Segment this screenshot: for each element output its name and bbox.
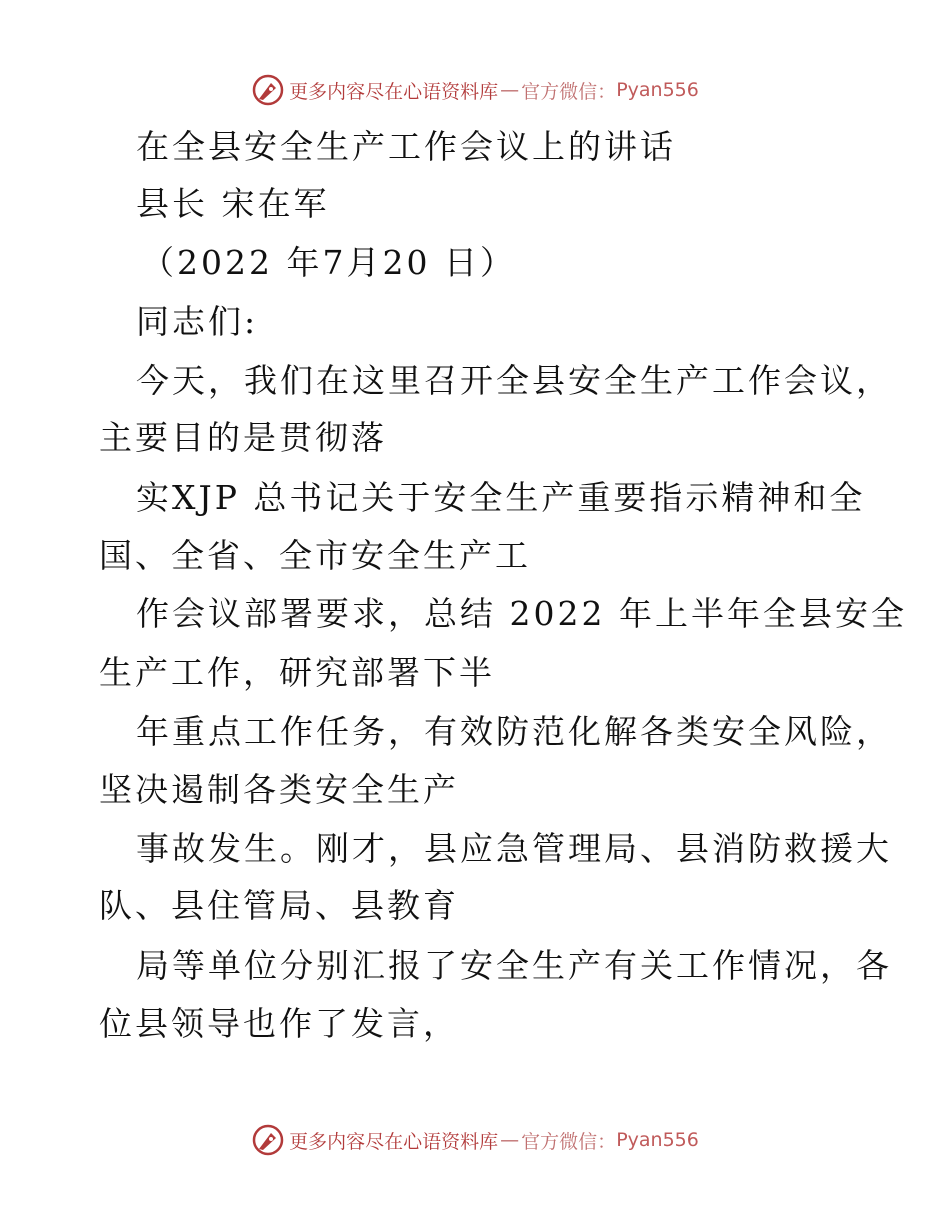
watermark-contact-label: 官方微信： [521, 80, 617, 103]
document-speaker: 县长 宋在军 [136, 184, 330, 223]
document-date: （2022 年7月20 日） [141, 243, 516, 282]
paragraph-line: 事故发生。刚才，县应急管理局、县消防救援大 [136, 829, 892, 868]
paragraph-line: 作会议部署要求，总结 2022 年上半年全县安全 [136, 594, 907, 633]
paragraph-line: 坚决遏制各类安全生产 [99, 770, 459, 809]
paragraph-line: 生产工作，研究部署下半 [99, 653, 495, 692]
watermark-contact-id: Pyan556 [616, 79, 699, 101]
pen-nib-circle-icon [251, 1123, 285, 1157]
watermark-dash: — [500, 79, 520, 101]
document-title: 在全县安全生产工作会议上的讲话 [136, 127, 676, 166]
paragraph-line: 队、县住管局、县教育 [99, 886, 459, 925]
paragraph-line: 实XJP 总书记关于安全生产重要指示精神和全 [136, 478, 866, 517]
paragraph-line: 主要目的是贯彻落 [99, 418, 387, 457]
paragraph-line: 局等单位分别汇报了安全生产有关工作情况，各 [136, 946, 892, 985]
document-salutation: 同志们: [136, 302, 259, 341]
paragraph-line: 年重点工作任务，有效防范化解各类安全风险， [136, 712, 892, 751]
watermark-text: 更多内容尽在心语资料库 [289, 80, 499, 103]
watermark-contact-id: Pyan556 [616, 1129, 699, 1151]
paragraph-line: 位县领导也作了发言， [99, 1004, 459, 1043]
paragraph-line: 今天，我们在这里召开全县安全生产工作会议， [136, 361, 892, 400]
watermark-dash: — [500, 1129, 520, 1151]
paragraph-line: 国、全省、全市安全生产工 [99, 536, 531, 575]
footer-watermark [0, 1120, 950, 1160]
watermark-contact-label: 官方微信： [521, 1130, 617, 1153]
watermark-text: 更多内容尽在心语资料库 [289, 1130, 499, 1153]
